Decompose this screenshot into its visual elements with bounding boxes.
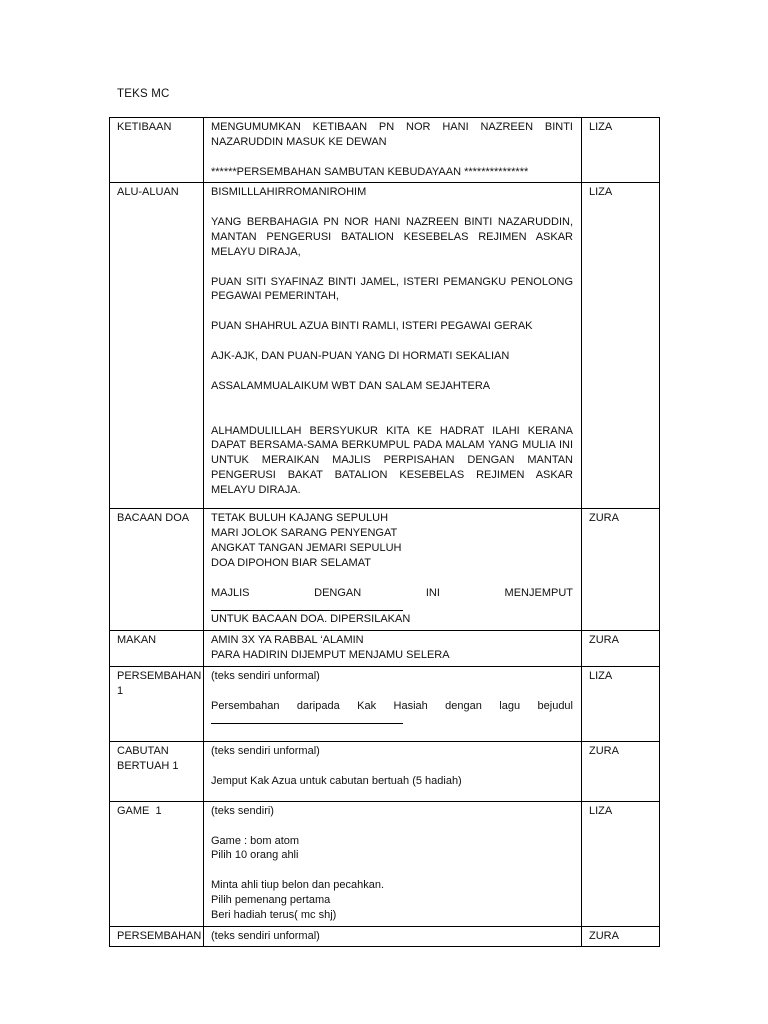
script-text: UNTUK BACAAN DOA. DIPERSILAKAN: [211, 613, 411, 626]
script-text: TETAK BULUH KAJANG SEPULUH: [211, 512, 389, 525]
section-cell: GAME 1: [110, 801, 204, 926]
script-text: ASSALAMMUALAIKUM WBT DAN SALAM SEJAHTERA: [211, 379, 491, 392]
script-text: DOA DIPOHON BIAR SELAMAT: [211, 556, 371, 569]
script-text: (teks sendiri unformal): [211, 669, 320, 682]
table-row: [110, 183, 660, 509]
host-cell: ZURA: [582, 926, 660, 947]
script-text: ALHAMDULILLAH BERSYUKUR KITA KE HADRAT ILAHI KERANA DAPAT BERSAMA-SAMA BERKUMPUL PADA MALAM YANG MULIA INI UNTUK MERAIKAN MAJLIS PERPISAHAN DENGAN MANTAN PENGERUSI BAKAT BATALION KESEBELAS REJIMEN ASKAR MELAYU DIRAJA.: [211, 424, 573, 496]
section-cell: PERSEMBAHAN 1: [110, 666, 204, 741]
script-text: Beri hadiah terus( mc shj): [211, 908, 337, 921]
table-row: [110, 118, 660, 183]
table-row: [110, 509, 660, 631]
script-cell: [204, 666, 582, 741]
script-text: PUAN SHAHRUL AZUA BINTI RAMLI, ISTERI PEGAWAI GERAK: [211, 320, 533, 333]
blank-line: [211, 713, 403, 724]
script-text: AMIN 3X YA RABBAL ‘ALAMIN: [211, 634, 364, 647]
script-text: Pilih 10 orang ahli: [211, 849, 299, 862]
script-cell: [204, 509, 582, 631]
table-row: [110, 631, 660, 667]
section-cell: ALU-ALUAN: [110, 183, 204, 509]
script-text: (teks sendiri): [211, 804, 274, 817]
script-text: BISMILLLAHIRROMANIROHIM: [211, 186, 367, 199]
host-cell: LIZA: [582, 118, 660, 183]
script-text: Persembahan daripada Kak Hasiah dengan lagu bejudul: [211, 699, 573, 712]
host-cell: LIZA: [582, 183, 660, 509]
script-text: ANGKAT TANGAN JEMARI SEPULUH: [211, 541, 402, 554]
mc-script-table: [109, 117, 660, 947]
script-text: ******PERSEMBAHAN SAMBUTAN KEBUDAYAAN ***************: [211, 165, 529, 178]
host-cell: LIZA: [582, 801, 660, 926]
table-row: [110, 926, 660, 947]
host-cell: LIZA: [582, 666, 660, 741]
script-text: PUAN SITI SYAFINAZ BINTI JAMEL, ISTERI PEMANGKU PENOLONG PEGAWAI PEMERINTAH,: [211, 275, 573, 303]
section-cell: MAKAN: [110, 631, 204, 667]
script-cell: [204, 801, 582, 926]
script-text: Minta ahli tiup belon dan pecahkan.: [211, 879, 385, 892]
script-text: YANG BERBAHAGIA PN NOR HANI NAZREEN BINTI NAZARUDDIN, MANTAN PENGERUSI BATALION KESEBELAS REJIMEN ASKAR MELAYU DIRAJA,: [211, 216, 573, 258]
script-text: (teks sendiri unformal): [211, 744, 320, 757]
script-text: AJK-AJK, DAN PUAN-PUAN YANG DI HORMATI SEKALIAN: [211, 349, 510, 362]
script-text: Pilih pemenang pertama: [211, 893, 331, 906]
script-text: PARA HADIRIN DIJEMPUT MENJAMU SELERA: [211, 648, 450, 661]
script-cell: [204, 118, 582, 183]
table-row: [110, 741, 660, 801]
script-cell: [204, 926, 582, 947]
script-text: MENGUMUMKAN KETIBAAN PN NOR HANI NAZREEN BINTI NAZARUDDIN MASUK KE DEWAN: [211, 121, 573, 148]
blank-line: [211, 600, 403, 611]
document-title: TEKS MC: [117, 88, 170, 100]
host-cell: ZURA: [582, 631, 660, 667]
host-cell: ZURA: [582, 741, 660, 801]
table-row: [110, 801, 660, 926]
script-text: MAJLIS DENGAN INI MENJEMPUT: [211, 586, 573, 599]
section-cell: BACAAN DOA: [110, 509, 204, 631]
script-cell: [204, 183, 582, 509]
script-text: (teks sendiri unformal): [211, 929, 320, 942]
section-cell: CABUTAN BERTUAH 1: [110, 741, 204, 801]
script-cell: [204, 631, 582, 667]
script-text: Jemput Kak Azua untuk cabutan bertuah (5 hadiah): [211, 774, 462, 787]
script-text: Game : bom atom: [211, 834, 300, 847]
section-cell: PERSEMBAHAN: [110, 926, 204, 947]
host-cell: ZURA: [582, 509, 660, 631]
script-cell: [204, 741, 582, 801]
table-row: [110, 666, 660, 741]
script-text: MARI JOLOK SARANG PENYENGAT: [211, 527, 398, 540]
section-cell: KETIBAAN: [110, 118, 204, 183]
